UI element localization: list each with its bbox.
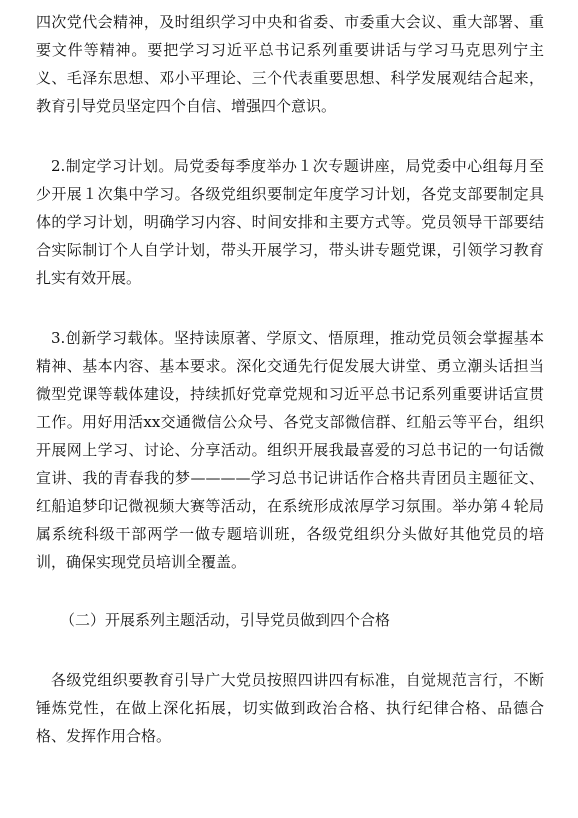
paragraph-study-plan: 2.制定学习计划。局党委每季度举办１次专题讲座，局党委中心组每月至少开展１次集中学习。各级党组织要制定年度学习计划，各党支部要制定具体的学习计划，明确学习内容、时间安排和主要方式等。党员领导干部要结合实际制订个人自学计划，带头开展学习，带头讲专题党课，引领学习教育扎实有效开展。 [36, 157, 544, 287]
paragraph-four-qualified: 各级党组织要教育引导广大党员按照四讲四有标准，自觉规范言行，不断锤炼党性，在做上深化拓展，切实做到政治合格、执行纪律合格、品德合格、发挥作用合格。 [36, 671, 544, 745]
paragraph-study-carrier: 3.创新学习载体。坚持读原著、学原文、悟原理，推动党员领会掌握基本精神、基本内容、基本要求。深化交通先行促发展大讲堂、勇立潮头话担当微型党课等载体建设，持续抓好党章党规和习近平总书记系列重要讲话宣贯工作。用好用活xx交通微信公众号、各党支部微信群、红船云等平台，组织开展网上学习、讨论、分享活动。组织开展我最喜爱的习总书记的一句话微宣讲、我的青春我的梦————学习总书记讲话作合格共青团员主题征文、红船追梦印记微视频大赛等活动，在系统形成浓厚学习氛围。举办第４轮局属系统科级干部两学一做专题培训班，各级党组织分头做好其他党员的培训，确保实现党员培训全覆盖。 [36, 329, 544, 571]
section-heading: （二）开展系列主题活动，引导党员做到四个合格 [60, 611, 391, 629]
paragraph-study-spirit: 四次党代会精神，及时组织学习中央和省委、市委重大会议、重大部署、重要文件等精神。要把学习习近平总书记系列重要讲话与学习马克思列宁主义、毛泽东思想、邓小平理论、三个代表重要思想、科学发展观结合起来，教育引导党员坚定四个自信、增强四个意识。 [36, 13, 544, 115]
